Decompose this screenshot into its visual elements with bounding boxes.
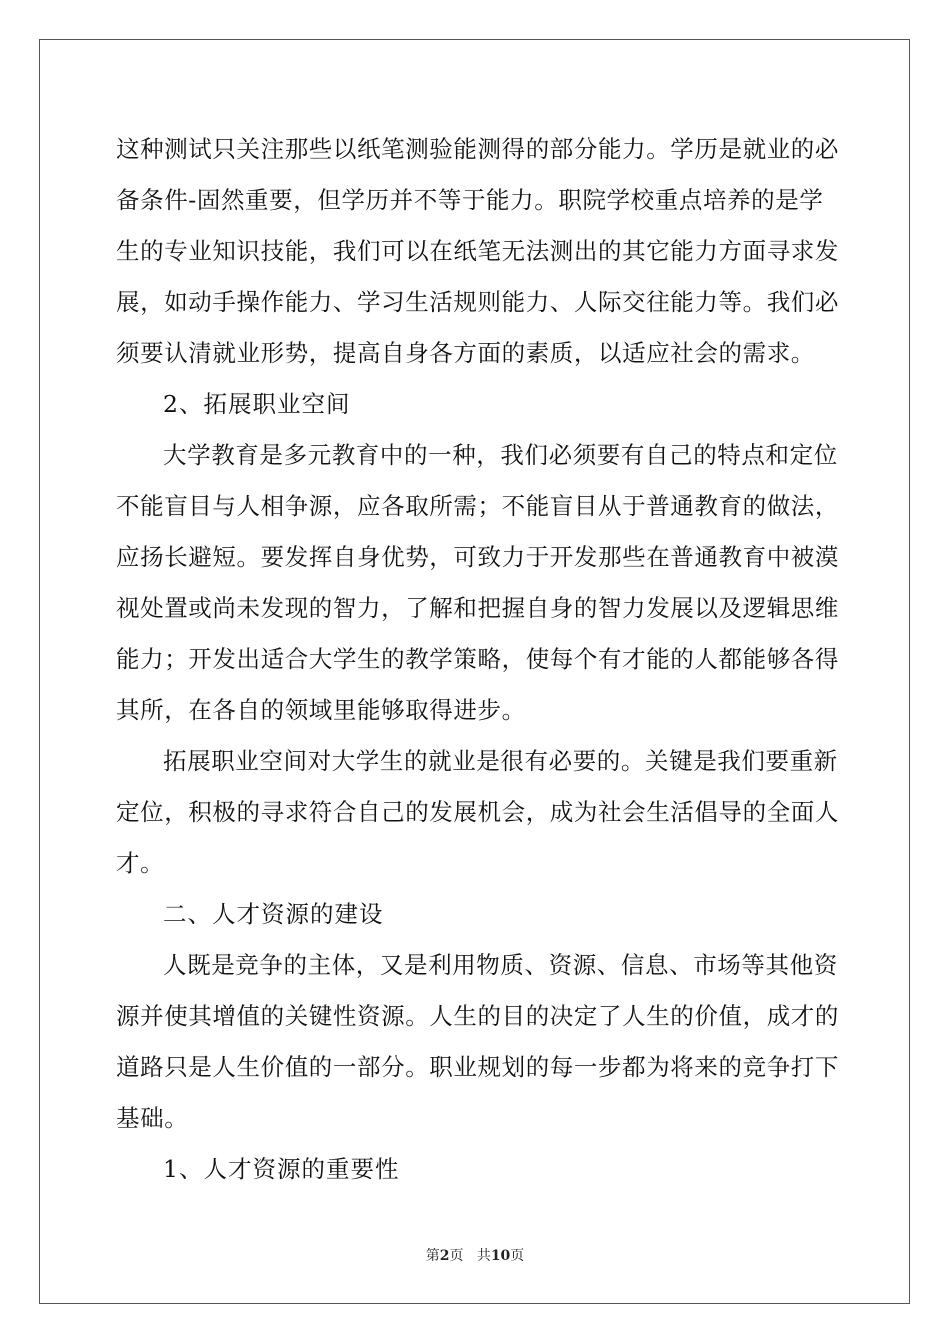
text-line: 这种测试只关注那些以纸笔测验能测得的部分能力。学历是就业的必 xyxy=(116,135,839,163)
text-line: 生的专业知识技能，我们可以在纸笔无法测出的其它能力方面寻求发 xyxy=(116,237,839,265)
total-pages-number: 10 xyxy=(490,1248,511,1264)
text-line: 备条件-固然重要，但学历并不等于能力。职院学校重点培养的是学 xyxy=(116,186,824,214)
text-line: 基础。 xyxy=(116,1104,189,1132)
section-heading-talent-resources xyxy=(116,889,834,940)
page-label-suffix: 页 xyxy=(449,1248,464,1264)
section-heading-expand-career xyxy=(116,379,834,430)
text-line: 能力；开发出适合大学生的教学策略，使每个有才能的人都能够各得 xyxy=(116,645,839,673)
heading-line: 1、人才资源的重要性 xyxy=(163,1155,400,1183)
heading-line: 二、人才资源的建设 xyxy=(163,900,384,928)
paragraph-2 xyxy=(116,430,839,736)
text-line: 展，如动手操作能力、学习生活规则能力、人际交往能力等。我们必 xyxy=(116,288,839,316)
text-line: 应扬长避短。要发挥自身优势，可致力于开发那些在普通教育中被漠 xyxy=(116,543,839,571)
current-page-number: 2 xyxy=(439,1248,450,1264)
text-line: 拓展职业空间对大学生的就业是很有必要的。关键是我们要重新 xyxy=(163,747,838,775)
text-line: 其所，在各自的领域里能够取得进步。 xyxy=(116,696,526,724)
page-footer xyxy=(0,1246,950,1266)
text-line: 大学教育是多元教育中的一种，我们必须要有自己的特点和定位 xyxy=(163,441,838,469)
page-label-prefix: 第 xyxy=(425,1248,440,1264)
text-line: 才。 xyxy=(116,849,165,877)
text-line: 视处置或尚未发现的智力，了解和把握自身的智力发展以及逻辑思维 xyxy=(116,594,839,622)
section-heading-importance xyxy=(116,1144,834,1195)
text-line: 定位，积极的寻求符合自己的发展机会，成为社会生活倡导的全面人 xyxy=(116,798,839,826)
heading-line: 2、拓展职业空间 xyxy=(163,390,351,418)
total-label-prefix: 共 xyxy=(476,1248,491,1264)
paragraph-3 xyxy=(116,736,839,889)
paragraph-4 xyxy=(116,940,839,1144)
total-label-suffix: 页 xyxy=(510,1248,525,1264)
paragraph-1 xyxy=(116,124,839,379)
text-line: 源并使其增值的关键性资源。人生的目的决定了人生的价值，成才的 xyxy=(116,1002,839,1030)
text-line: 须要认清就业形势，提高自身各方面的素质，以适应社会的需求。 xyxy=(116,339,815,367)
document-body xyxy=(116,124,839,1195)
text-line: 人既是竞争的主体，又是利用物质、资源、信息、市场等其他资 xyxy=(163,951,838,979)
text-line: 不能盲目与人相争源，应各取所需；不能盲目从于普通教育的做法， xyxy=(116,492,839,520)
text-line: 道路只是人生价值的一部分。职业规划的每一步都为将来的竞争打下 xyxy=(116,1053,839,1081)
